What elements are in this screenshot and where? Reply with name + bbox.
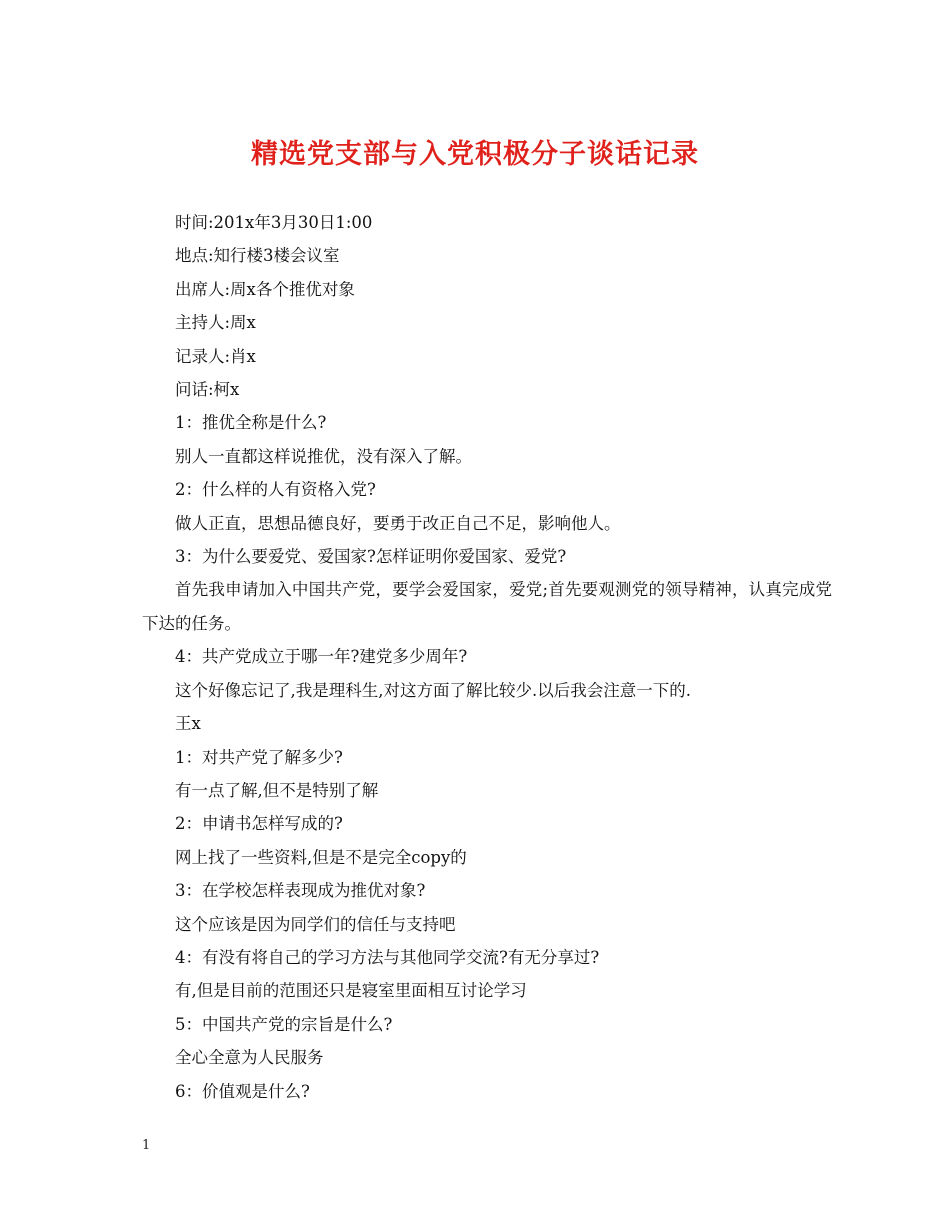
paragraph: 时间:201x年3月30日1:00	[175, 213, 373, 232]
page-number: 1	[142, 1138, 151, 1153]
document-title: 精选党支部与入党积极分子谈话记录	[251, 139, 699, 170]
paragraph: 首先我申请加入中国共产党，要学会爱国家，爱党;首先要观测党的领导精神，认真完成党下达的任务。	[142, 580, 832, 633]
paragraph: 6：价值观是什么?	[175, 1081, 310, 1101]
paragraph: 有一点了解,但不是特别了解	[175, 780, 379, 800]
paragraph: 5：中国共产党的宗旨是什么?	[175, 1014, 393, 1034]
paragraph: 2：申请书怎样写成的?	[175, 814, 343, 834]
paragraph: 主持人:周x	[175, 313, 256, 333]
paragraph: 这个好像忘记了,我是理科生,对这方面了解比较少.以后我会注意一下的.	[175, 680, 691, 700]
paragraph: 这个应该是因为同学们的信任与支持吧	[175, 914, 456, 934]
paragraph: 王x	[175, 714, 201, 734]
paragraph: 网上找了一些资料,但是不是完全copy的	[175, 847, 467, 867]
paragraph: 1：对共产党了解多少?	[175, 747, 343, 767]
paragraph: 做人正直，思想品德良好，要勇于改正自己不足，影响他人。	[175, 513, 621, 533]
paragraph: 3：为什么要爱党、爱国家?怎样证明你爱国家、爱党?	[175, 547, 567, 567]
paragraph: 4：共产党成立于哪一年?建党多少周年?	[175, 647, 468, 667]
paragraph: 出席人:周x各个推优对象	[175, 279, 355, 299]
paragraph: 别人一直都这样说推优，没有深入了解。	[175, 446, 472, 466]
paragraph: 4：有没有将自己的学习方法与其他同学交流?有无分享过?	[175, 947, 600, 967]
paragraph: 3：在学校怎样表现成为推优对象?	[175, 881, 426, 901]
document-body	[142, 206, 832, 1108]
paragraph: 2：什么样的人有资格入党?	[175, 480, 376, 500]
paragraph: 记录人:肖x	[175, 346, 256, 366]
paragraph: 问话:柯x	[175, 380, 240, 400]
paragraph: 1：推优全称是什么?	[175, 413, 327, 433]
paragraph: 地点:知行楼3楼会议室	[175, 246, 340, 266]
paragraph: 有,但是目前的范围还只是寝室里面相互讨论学习	[175, 981, 527, 1001]
paragraph: 全心全意为人民服务	[175, 1048, 324, 1068]
